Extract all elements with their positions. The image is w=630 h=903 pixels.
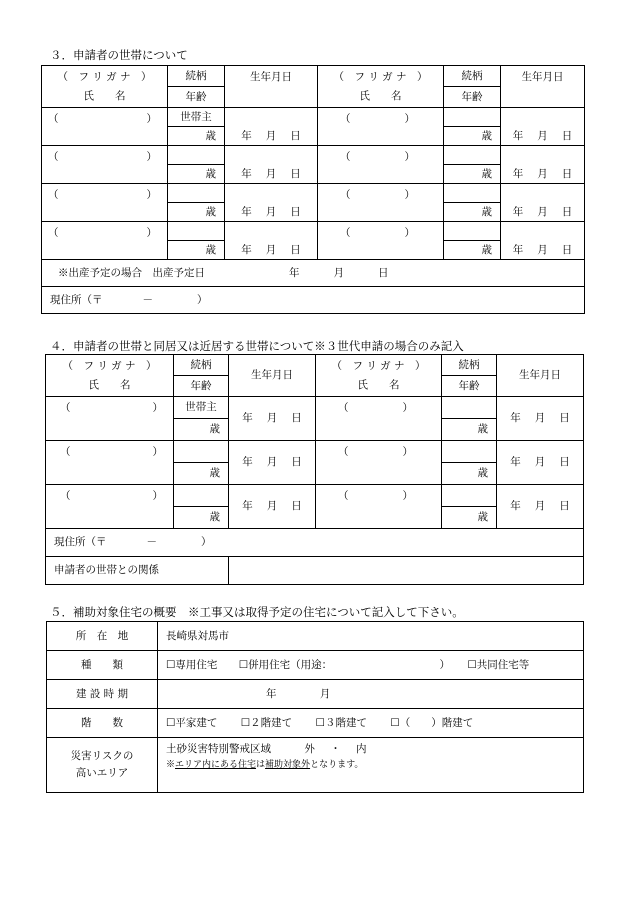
relation-field[interactable] [444, 222, 501, 241]
risk-in-option[interactable]: 内 [356, 743, 367, 755]
location-label: 所 在 地 [47, 622, 158, 651]
age-header: 年齢 [442, 376, 497, 397]
age-field[interactable]: 歳 [168, 165, 225, 184]
period-label: 建 設 時 期 [47, 680, 158, 709]
floor-2-checkbox[interactable]: ☐２階建て [240, 716, 293, 729]
name-field[interactable]: （ ） [318, 146, 444, 184]
birth-header: 生年月日 [497, 355, 584, 397]
age-field[interactable]: 歳 [174, 419, 229, 441]
relation-header: 続柄 [442, 355, 497, 376]
age-field[interactable]: 歳 [174, 507, 229, 529]
age-header: 年齢 [174, 376, 229, 397]
name-field[interactable]: （ ） [318, 222, 444, 260]
relation-field[interactable] [444, 184, 501, 203]
name-field[interactable]: （ ） [316, 397, 442, 441]
floor-1-checkbox[interactable]: ☐平家建て [166, 716, 218, 729]
type-options[interactable]: ☐専用住宅 ☐併用住宅（用途： ） ☐共同住宅等 [158, 651, 584, 680]
age-field[interactable]: 歳 [442, 507, 497, 529]
name-field[interactable]: （ ） [42, 222, 168, 260]
relation-field[interactable] [442, 397, 497, 419]
furigana-name-header: （ フ リ ガ ナ ） 氏 名 [46, 355, 174, 397]
birth-header: 生年月日 [229, 355, 316, 397]
age-field[interactable]: 歳 [174, 463, 229, 485]
age-field[interactable]: 歳 [442, 419, 497, 441]
furigana-name-header: （ フ リ ガ ナ ） 氏 名 [318, 66, 444, 108]
name-field[interactable]: （ ） [42, 146, 168, 184]
relation-field[interactable]: 世帯主 [174, 397, 229, 419]
location-field[interactable]: 長崎県対馬市 [158, 622, 584, 651]
type-label: 種 類 [47, 651, 158, 680]
birth-field[interactable]: 年 月 日 [501, 222, 585, 260]
birth-header: 生年月日 [501, 66, 585, 108]
risk-out-option[interactable]: 外 [304, 743, 315, 755]
name-field[interactable]: （ ） [46, 485, 174, 529]
relation-field[interactable] [174, 485, 229, 507]
birth-field[interactable]: 年 月 日 [225, 222, 318, 260]
section5-title: ５．補助対象住宅の概要 ※工事又は取得予定の住宅について記入して下さい。 [50, 605, 464, 619]
name-field[interactable]: （ ） [316, 441, 442, 485]
birth-field[interactable]: 年 月 日 [225, 108, 318, 146]
furigana-name-header: （ フ リ ガ ナ ） 氏 名 [316, 355, 442, 397]
section4-title: ４．申請者の世帯と同居又は近居する世帯について※３世代申請の場合のみ記入 [50, 339, 464, 353]
age-field[interactable]: 歳 [444, 203, 501, 222]
birth-field[interactable]: 年 月 日 [229, 485, 316, 529]
floor-3-checkbox[interactable]: ☐３階建て [315, 716, 367, 729]
floors-label: 階 数 [47, 709, 158, 738]
birth-field[interactable]: 年 月 日 [497, 397, 584, 441]
birth-field[interactable]: 年 月 日 [225, 184, 318, 222]
age-header: 年齢 [168, 87, 225, 108]
relation-header: 続柄 [174, 355, 229, 376]
birth-header: 生年月日 [225, 66, 318, 108]
relation-field[interactable] [442, 441, 497, 463]
floor-other-checkbox[interactable]: ☐（ ）階建て [390, 716, 474, 729]
relation-header: 続柄 [168, 66, 225, 87]
risk-field[interactable]: 土砂災害特別警戒区域 外 ・ 内 ※エリア内にある住宅は補助対象外となります。 [158, 738, 584, 793]
age-header: 年齢 [444, 87, 501, 108]
relation-field[interactable] [168, 222, 225, 241]
type-opt-dedicated-checkbox[interactable]: ☐専用住宅 [166, 658, 218, 671]
name-field[interactable]: （ ） [46, 441, 174, 485]
housing-table [46, 621, 584, 793]
age-field[interactable]: 歳 [442, 463, 497, 485]
period-field[interactable]: 年 月 [158, 680, 584, 709]
due-date-row[interactable]: ※出産予定の場合 出産予定日 年 月 日 [42, 260, 585, 287]
birth-field[interactable]: 年 月 日 [229, 441, 316, 485]
name-field[interactable]: （ ） [42, 184, 168, 222]
relation-to-applicant-field[interactable] [229, 557, 584, 585]
type-opt-apartment-checkbox[interactable]: ☐共同住宅等 [467, 658, 530, 671]
age-field[interactable]: 歳 [168, 203, 225, 222]
name-field[interactable]: （ ） [318, 184, 444, 222]
relation-header: 続柄 [444, 66, 501, 87]
age-field[interactable]: 歳 [444, 127, 501, 146]
birth-field[interactable]: 年 月 日 [225, 146, 318, 184]
address-row[interactable]: 現住所（〒 － ） [46, 529, 584, 557]
relation-field[interactable] [168, 146, 225, 165]
section3-title: ３．申請者の世帯について [50, 48, 188, 62]
relation-field[interactable] [168, 184, 225, 203]
relation-to-applicant-label: 申請者の世帯との関係 [46, 557, 229, 585]
birth-field[interactable]: 年 月 日 [497, 441, 584, 485]
birth-field[interactable]: 年 月 日 [497, 485, 584, 529]
risk-label: 災害リスクの 高いエリア [47, 738, 158, 793]
name-field[interactable]: （ ） [42, 108, 168, 146]
name-field[interactable]: （ ） [46, 397, 174, 441]
risk-note: ※エリア内にある住宅は補助対象外となります。 [166, 759, 364, 770]
relation-field[interactable]: 世帯主 [168, 108, 225, 127]
cohabiting-table [45, 354, 584, 585]
relation-field[interactable] [442, 485, 497, 507]
relation-field[interactable] [444, 108, 501, 127]
name-field[interactable]: （ ） [316, 485, 442, 529]
birth-field[interactable]: 年 月 日 [501, 108, 585, 146]
birth-field[interactable]: 年 月 日 [229, 397, 316, 441]
age-field[interactable]: 歳 [444, 241, 501, 260]
address-row[interactable]: 現住所（〒 － ） [42, 287, 585, 314]
type-opt-mixed-checkbox[interactable]: ☐併用住宅（用途： [238, 658, 333, 671]
age-field[interactable]: 歳 [444, 165, 501, 184]
age-field[interactable]: 歳 [168, 127, 225, 146]
birth-field[interactable]: 年 月 日 [501, 146, 585, 184]
birth-field[interactable]: 年 月 日 [501, 184, 585, 222]
floors-options[interactable] [158, 709, 584, 738]
name-field[interactable]: （ ） [318, 108, 444, 146]
relation-field[interactable] [174, 441, 229, 463]
household-table [41, 65, 585, 314]
age-field[interactable]: 歳 [168, 241, 225, 260]
relation-field[interactable] [444, 146, 501, 165]
furigana-name-header: （ フ リ ガ ナ ） 氏 名 [42, 66, 168, 108]
